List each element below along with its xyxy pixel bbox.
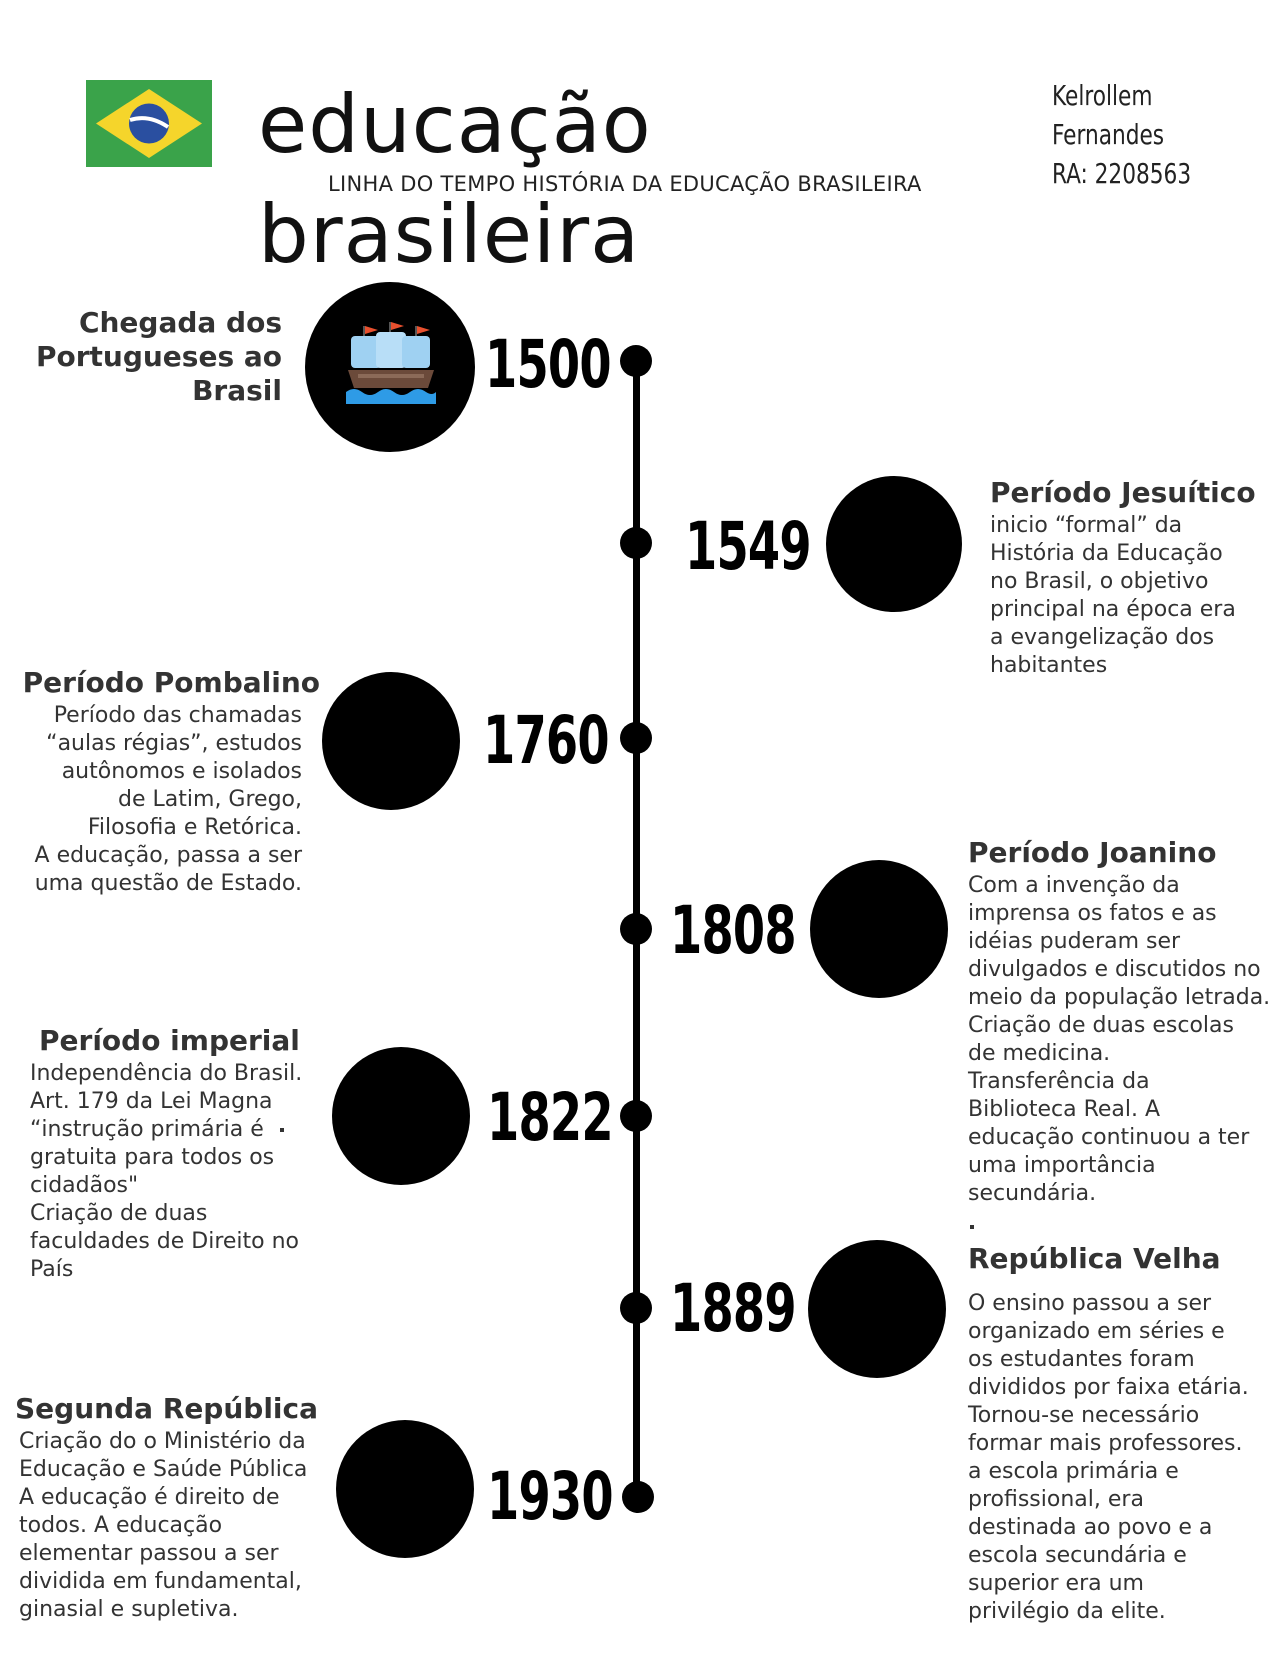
year-1889: 1889 xyxy=(670,1270,796,1347)
timeline-dot-1549 xyxy=(620,527,652,559)
event-text-line: História da Educação xyxy=(990,541,1223,566)
event-circle-1808 xyxy=(810,860,948,998)
event-text-line: Criação do o Ministério da xyxy=(19,1429,306,1454)
event-text-line: autônomos e isolados xyxy=(61,759,302,784)
event-title: Período Joanino xyxy=(968,836,1217,869)
event-title: Segunda República xyxy=(15,1392,319,1425)
event-text-line: Transferência da xyxy=(968,1069,1150,1094)
event-text-line: faculdades de Direito no xyxy=(30,1229,300,1254)
author-first-name: Kelrollem xyxy=(1052,79,1153,112)
event-text-line: no Brasil, o objetivo xyxy=(990,569,1209,594)
event-text-line: País xyxy=(30,1257,74,1282)
event-text-line: gratuita para todos os xyxy=(30,1145,275,1170)
author-ra: RA: 2208563 xyxy=(1052,157,1192,190)
event-text-line: uma questão de Estado. xyxy=(34,871,302,896)
year-1500: 1500 xyxy=(485,326,611,403)
event-block-1760 xyxy=(20,666,320,898)
event-title-line: Portugueses ao xyxy=(35,340,282,373)
year-1930: 1930 xyxy=(487,1458,613,1535)
event-block-1930 xyxy=(15,1392,325,1624)
event-text-line: Período das chamadas xyxy=(53,703,302,728)
page-title: educação brasileira xyxy=(258,78,652,281)
event-text-line: destinada ao povo e a xyxy=(968,1515,1213,1540)
event-text-line: A educação, passa a ser xyxy=(34,843,302,868)
event-title: Período Jesuítico xyxy=(990,476,1256,509)
event-text-line: os estudantes foram xyxy=(968,1347,1195,1372)
timeline-dot-1808 xyxy=(620,913,652,945)
event-text-line: Tornou-se necessário xyxy=(968,1403,1200,1428)
event-text-line: secundária. xyxy=(968,1181,1097,1206)
stray-dot xyxy=(280,1128,284,1132)
event-block-1808 xyxy=(968,836,1273,1208)
timeline-dot-1822 xyxy=(620,1100,652,1132)
event-text-line: dividida em fundamental, xyxy=(19,1569,302,1594)
author-info xyxy=(1052,76,1224,193)
event-text-line: O ensino passou a ser xyxy=(968,1291,1212,1316)
event-title-line: Chegada dos xyxy=(78,306,282,339)
page-subtitle: LINHA DO TEMPO HISTÓRIA DA EDUCAÇÃO BRASILEIRA xyxy=(328,172,922,196)
event-title-1500 xyxy=(20,306,282,408)
stray-dot xyxy=(970,1225,974,1229)
event-text-line: “aulas régias”, estudos xyxy=(46,731,302,756)
event-circle-1889 xyxy=(808,1240,946,1378)
event-text-line: privilégio da elite. xyxy=(968,1599,1166,1624)
event-text-line: profissional, era xyxy=(968,1487,1144,1512)
event-text-line: organizado em séries e xyxy=(968,1319,1225,1344)
ship-icon xyxy=(344,318,438,406)
event-text-line: divididos por faixa etária. xyxy=(968,1375,1249,1400)
event-text-line: de Latim, Grego, xyxy=(118,787,302,812)
event-text-line: superior era um xyxy=(968,1571,1144,1596)
event-circle-1822 xyxy=(332,1047,470,1185)
event-block-1889 xyxy=(968,1242,1268,1626)
event-text-line: Independência do Brasil. xyxy=(30,1061,303,1086)
event-text-line: inicio “formal” da xyxy=(990,513,1183,538)
brazil-flag-icon xyxy=(86,80,212,167)
year-1808: 1808 xyxy=(670,892,796,969)
author-last-name: Fernandes xyxy=(1052,118,1165,151)
event-text-line: a evangelização dos xyxy=(990,625,1215,650)
event-text-line: imprensa os fatos e as xyxy=(968,901,1217,926)
event-text-line: Com a invenção da xyxy=(968,873,1180,898)
event-text-line: cidadãos" xyxy=(30,1173,139,1198)
timeline-dot-1930 xyxy=(622,1481,654,1513)
event-text-line: divulgados e discutidos no xyxy=(968,957,1261,982)
event-text-line: Criação de duas xyxy=(30,1201,208,1226)
event-text-line: Art. 179 da Lei Magna xyxy=(30,1089,273,1114)
event-text-line: elementar passou a ser xyxy=(19,1541,279,1566)
event-text-line: Filosofia e Retórica. xyxy=(87,815,302,840)
event-text-line: habitantes xyxy=(990,653,1108,678)
event-text-line: de medicina. xyxy=(968,1041,1111,1066)
event-text-line: principal na época era xyxy=(990,597,1236,622)
event-text-line: escola secundária e xyxy=(968,1543,1187,1568)
event-text-line: Criação de duas escolas xyxy=(968,1013,1234,1038)
year-1760: 1760 xyxy=(483,702,609,779)
event-block-1822 xyxy=(30,1024,320,1284)
event-text-line: Educação e Saúde Pública xyxy=(19,1457,308,1482)
event-text-line: uma importância xyxy=(968,1153,1156,1178)
event-circle-1549 xyxy=(826,476,962,612)
event-text-line: a escola primária e xyxy=(968,1459,1179,1484)
event-text-line: todos. A educação xyxy=(19,1513,223,1538)
event-title: República Velha xyxy=(968,1242,1221,1275)
event-circle-1760 xyxy=(322,672,460,810)
event-text-line: formar mais professores. xyxy=(968,1431,1243,1456)
event-title: Período imperial xyxy=(39,1024,300,1057)
event-text-line: meio da população letrada. xyxy=(968,985,1271,1010)
event-title-line: Brasil xyxy=(192,374,282,407)
year-1549: 1549 xyxy=(685,508,811,585)
event-text-line: idéias puderam ser xyxy=(968,929,1181,954)
event-text-line: A educação é direito de xyxy=(19,1485,280,1510)
event-circle-1930 xyxy=(336,1420,474,1558)
timeline-dot-1760 xyxy=(620,722,652,754)
event-title: Período Pombalino xyxy=(22,666,320,699)
timeline-dot-1889 xyxy=(620,1292,652,1324)
event-text-line: ginasial e supletiva. xyxy=(19,1597,239,1622)
event-text-line: Biblioteca Real. A xyxy=(968,1097,1161,1122)
timeline-dot-1500 xyxy=(620,345,652,377)
event-block-1549 xyxy=(990,476,1270,680)
event-text-line: “instrução primária é xyxy=(30,1117,264,1142)
event-text-line: educação continuou a ter xyxy=(968,1125,1250,1150)
year-1822: 1822 xyxy=(487,1079,613,1156)
